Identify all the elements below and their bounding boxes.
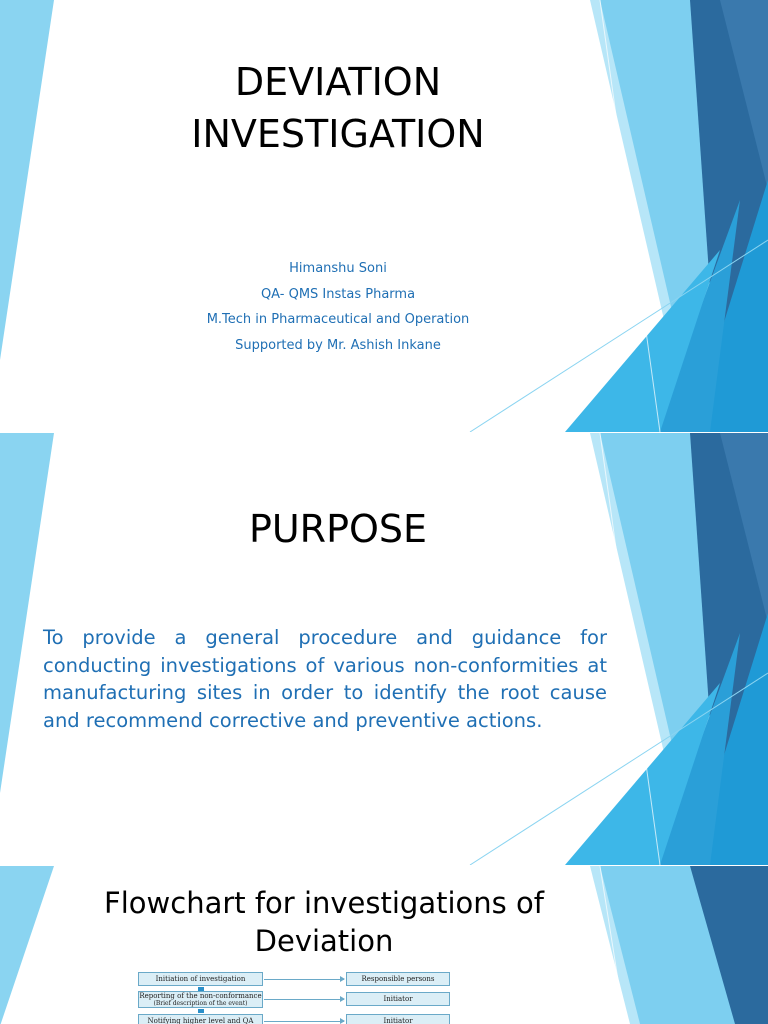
flowchart-responsible (346, 972, 450, 986)
slide-heading: PURPOSE (248, 507, 428, 551)
author-supporter: Supported by Mr. Ashish Inkane (235, 337, 441, 353)
step-note: (Brief description of the event) (153, 1000, 248, 1007)
author-degree: M.Tech in Pharmaceutical and Operation (206, 312, 470, 327)
flowchart (138, 970, 452, 1024)
title-line-1: Flowchart for investigations of (104, 886, 544, 920)
author-info (0, 256, 676, 358)
flowchart-responsible (346, 1014, 450, 1024)
responsible-label: Initiator (383, 1017, 413, 1024)
responsible-label: Responsible persons (361, 975, 435, 983)
slide-flowchart (0, 866, 768, 1024)
step-label: Notifying higher level and QA (147, 1017, 254, 1024)
purpose-text: To provide a general procedure and guidance for conducting investigations of various non-conformities at manufacturing sites in order to identify the root cause and recommend corrective and preventive actions. (43, 626, 607, 732)
step-label: Initiation of investigation (155, 975, 246, 983)
flowchart-step (138, 991, 263, 1008)
step-label: Reporting of the non-conformance (139, 992, 262, 1000)
author-role: QA- QMS Instas Pharma (260, 286, 416, 302)
flowchart-step (138, 1014, 263, 1024)
responsible-label: Initiator (383, 995, 413, 1003)
slide-purpose (0, 433, 768, 865)
title-line-1: DEVIATION (234, 60, 442, 104)
flow-connector (198, 1009, 204, 1013)
slide-heading (0, 884, 648, 960)
slide-title (0, 0, 768, 432)
author-name: Himanshu Soni (289, 261, 387, 276)
flowchart-responsible (346, 992, 450, 1006)
flowchart-step (138, 972, 263, 986)
flow-arrow (264, 979, 344, 980)
flow-arrow (264, 999, 344, 1000)
flow-arrow (264, 1021, 344, 1022)
title-line-2: INVESTIGATION (191, 112, 485, 156)
title-line-2: Deviation (254, 924, 394, 958)
presentation-title (0, 56, 676, 160)
